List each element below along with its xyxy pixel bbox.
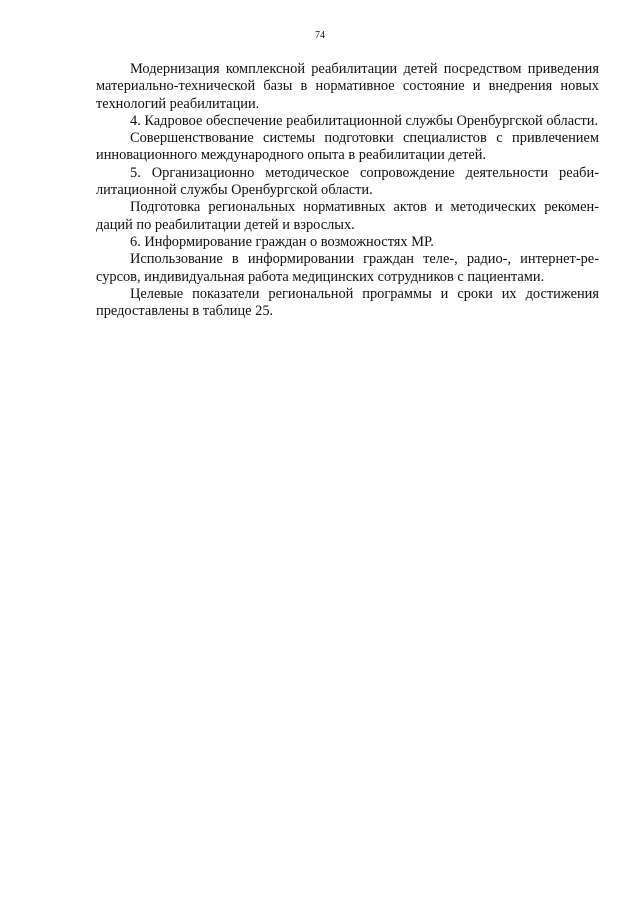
paragraph-item-4-heading: 4. Кадровое обеспечение реабилитационной службы Оренбургской области. [130, 112, 599, 129]
paragraph-item-6-heading: 6. Информирование граждан о возможностях МР. [130, 233, 434, 250]
paragraph-training-system: Совершенствование системы подготовки специалистов с привлечением инновационного международного опыта в реабилитации детей. [96, 130, 599, 164]
paragraph-item-5-heading: 5. Организационно методическое сопровождение деятельности реабилитационной службы Оренбургской области. [96, 164, 599, 199]
paragraph-target-indicators: Целевые показатели региональной программы и сроки их достижения предоставлены в таблице 25. [96, 285, 599, 320]
paragraph-modernization: Модернизация комплексной реабилитации детей посредством приведения материально-технической базы в нормативное состояние и внедрения новых технологий реабилитации. [96, 61, 599, 112]
paragraph-media-usage: Использование в информировании граждан теле-, радио-, интернет-ресурсов, индивидуальная работа медицинских сотрудников с пациентами. [96, 251, 599, 285]
paragraph-regulatory-acts: Подготовка региональных нормативных актов и методических рекомендаций по реабилитации детей и взрослых. [96, 199, 599, 233]
body-text [96, 61, 599, 320]
page-number: 74 [315, 30, 325, 41]
